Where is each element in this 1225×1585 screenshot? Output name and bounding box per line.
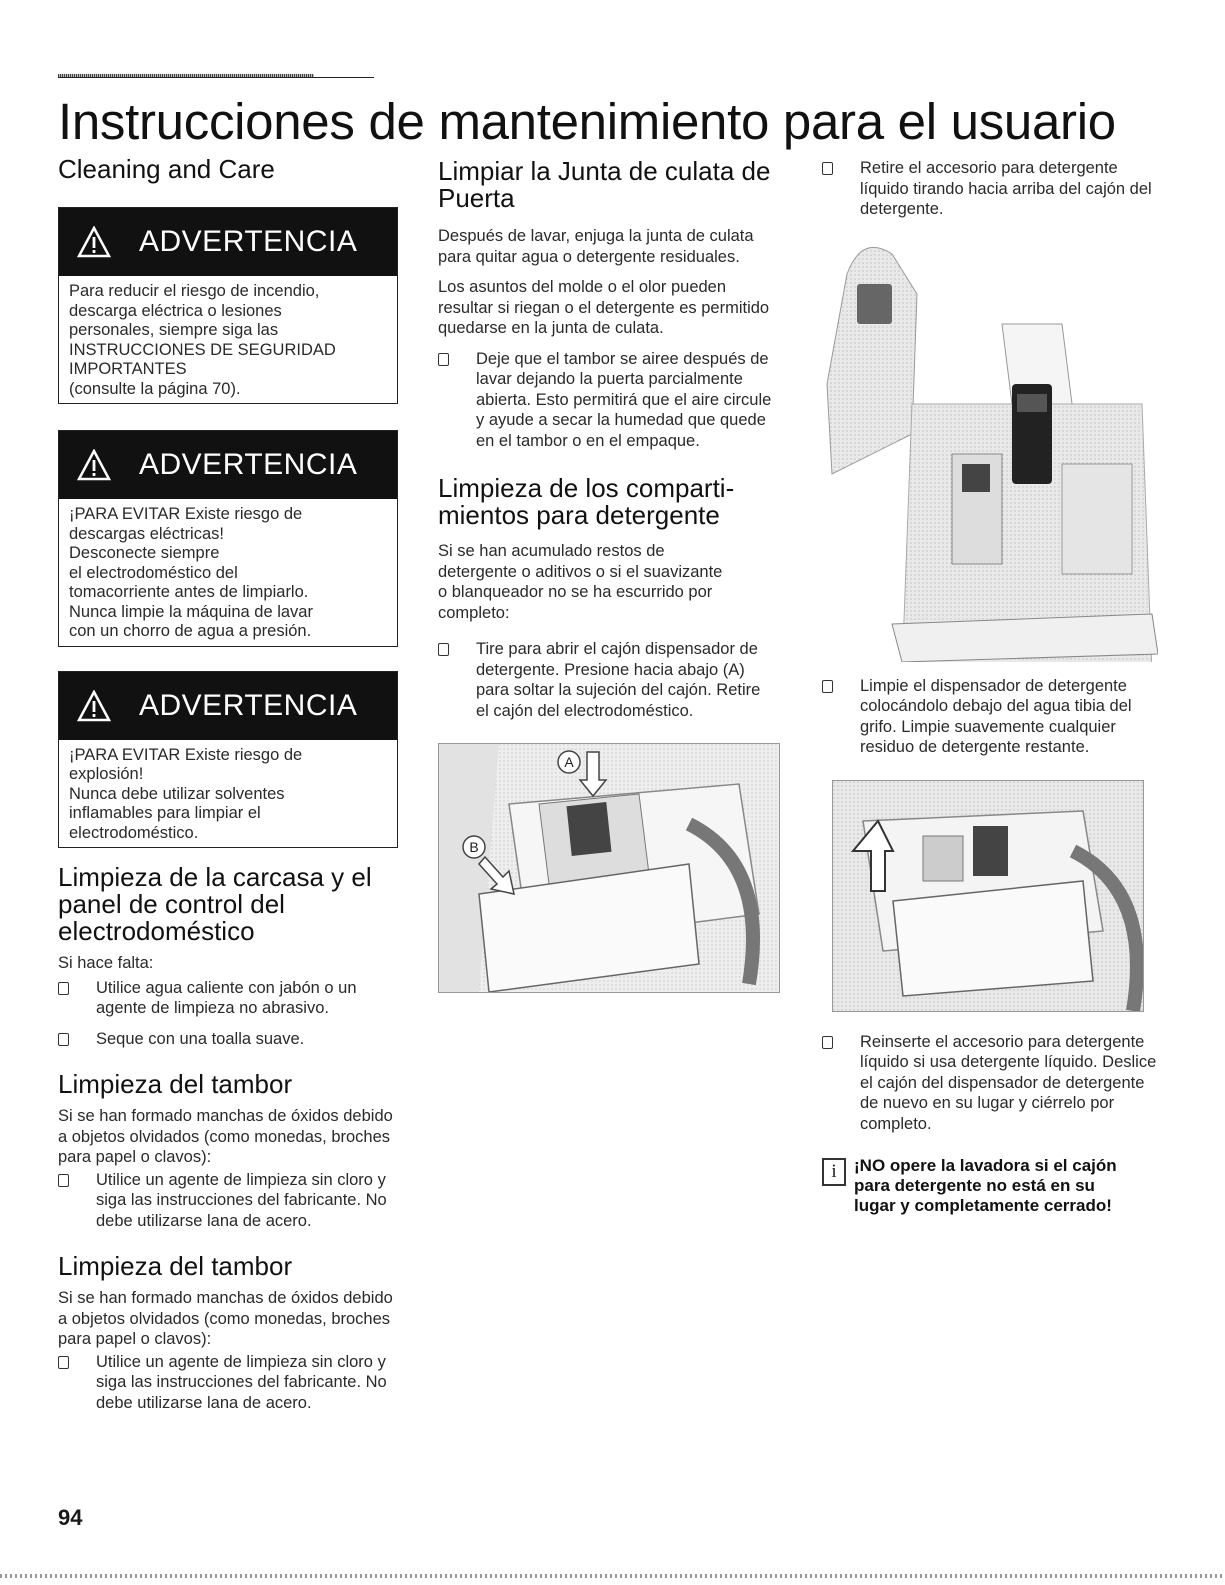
section-title: Cleaning and Care <box>58 154 275 184</box>
junta-heading: Limpiar la Junta de culata de Puerta <box>438 156 771 213</box>
checkbox-icon <box>822 680 833 693</box>
list-item <box>58 1352 398 1414</box>
warning-line: Nunca debe utilizar solventes <box>69 784 285 803</box>
warning-line: electrodoméstico. <box>69 823 199 842</box>
list-item-text: Deje que el tambor se airee después de lavar dejando la puerta parcialmente abierta. Esto permitirá que el aire circule y ayude a secar la humedad que quede en el tambor o en el empaque. <box>476 349 772 450</box>
list-item <box>438 639 776 721</box>
warning-line: Desconecte siempre <box>69 544 220 562</box>
column-middle <box>438 158 783 993</box>
compartimientos-intro: Si se han acumulado restos de detergente o aditivos o si el suavizante o blanqueador no se ha escurrido por completo: <box>438 542 723 622</box>
list-item <box>58 1029 398 1050</box>
tambor-heading: Limpieza del tambor <box>58 1069 293 1099</box>
warning-line: descarga eléctrica o lesiones <box>69 301 282 320</box>
warning-header: ADVERTENCIA <box>139 688 358 722</box>
warning-line: explosión! <box>69 765 144 783</box>
list-item <box>438 349 776 452</box>
warning-box <box>58 207 398 404</box>
list-item-text: Utilice agua caliente con jabón o un agente de limpieza no abrasivo. <box>96 978 357 1017</box>
checkbox-icon <box>58 982 69 995</box>
checkbox-icon <box>58 1174 69 1187</box>
dispenser-cleaning-illustration <box>832 780 1144 1012</box>
label-b: B <box>469 839 479 855</box>
page-number: 94 <box>58 1505 83 1530</box>
info-text: ¡NO opere la lavadora si el cajón para detergente no está en su lugar y completamente cerrado! <box>854 1156 1117 1215</box>
list-item-text: Tire para abrir el cajón dispensador de detergente. Presione hacia abajo (A) para soltar la sujeción del cajón. Retire el cajón del electrodoméstico. <box>476 640 761 720</box>
drawer-illustration-svg <box>439 744 779 992</box>
warning-header: ADVERTENCIA <box>139 448 358 481</box>
list-item <box>58 978 398 1019</box>
list-item <box>822 158 1160 220</box>
warning-line: IMPORTANTES <box>69 360 187 378</box>
list-item-text: Seque con una toalla suave. <box>96 1029 305 1048</box>
warning-line: con un chorro de agua a presión. <box>69 622 312 640</box>
top-rule <box>58 74 374 78</box>
list-item-text: Retire el accesorio para detergente líquido tirando hacia arriba del cajón del detergente. <box>860 159 1152 218</box>
tambor-heading: Limpieza del tambor <box>58 1251 293 1281</box>
warning-line: INSTRUCCIONES DE SEGURIDAD <box>69 340 336 359</box>
warning-icon <box>77 449 111 481</box>
warning-line: ¡PARA EVITAR Existe riesgo de <box>69 745 303 764</box>
drawer-release-illustration <box>438 743 780 993</box>
compartimientos-heading: Limpieza de los comparti-mientos para detergente <box>438 473 735 530</box>
column-right <box>822 158 1167 1216</box>
accessory-illustration-svg <box>822 234 1158 662</box>
list-item <box>58 1170 398 1232</box>
warning-line: tomacorriente antes de limpiarlo. <box>69 583 309 601</box>
checkbox-icon <box>822 162 833 175</box>
carcasa-heading: Limpieza de la carcasa y el panel de control del electrodoméstico <box>58 862 372 946</box>
bottom-rule <box>0 1574 1225 1578</box>
checkbox-icon <box>438 643 449 656</box>
warning-header: ADVERTENCIA <box>139 225 358 258</box>
warning-icon <box>77 690 111 722</box>
column-left <box>58 156 398 1413</box>
warning-line: el electrodoméstico del <box>69 563 238 582</box>
checkbox-icon <box>822 1036 833 1049</box>
liquid-accessory-illustration <box>822 234 1158 662</box>
info-note <box>822 1156 1122 1216</box>
page-title: Instrucciones de mantenimiento para el usuario <box>58 93 1116 150</box>
label-a: A <box>564 754 574 770</box>
list-item-text: Reinserte el accesorio para detergente líquido si usa detergente líquido. Deslice el cajón del dispensador de detergente de nuevo en su lugar y ciérrelo por completo. <box>860 1032 1157 1133</box>
junta-p1: Después de lavar, enjuga la junta de culata para quitar agua o detergente residuales. <box>438 227 754 266</box>
warning-line: inflamables para limpiar el <box>69 804 261 822</box>
dispenser-illustration-svg <box>833 781 1143 1011</box>
warning-line: Nunca limpie la máquina de lavar <box>69 602 313 621</box>
list-item <box>822 1032 1160 1135</box>
checkbox-icon <box>438 353 449 366</box>
list-item <box>822 676 1160 758</box>
warning-box <box>58 430 398 647</box>
list-item-text: Utilice un agente de limpieza sin cloro y siga las instrucciones del fabricante. No debe utilizarse lana de acero. <box>96 1170 387 1230</box>
checkbox-icon <box>58 1033 69 1046</box>
warning-icon <box>77 226 111 258</box>
warning-line: (consulte la página 70). <box>69 379 241 398</box>
warning-line: descargas eléctricas! <box>69 524 224 543</box>
warning-line: personales, siempre siga las <box>69 321 279 339</box>
warning-line: ¡PARA EVITAR Existe riesgo de <box>69 505 303 523</box>
list-item-text: Limpie el dispensador de detergente colocándolo debajo del agua tibia del grifo. Limpie suavemente cualquier residuo de detergente restante. <box>860 676 1132 756</box>
warning-box <box>58 671 398 849</box>
checkbox-icon <box>58 1356 69 1369</box>
warning-line: Para reducir el riesgo de incendio, <box>69 282 320 300</box>
info-icon: i <box>822 1158 846 1186</box>
tambor-intro: Si se han formado manchas de óxidos debido a objetos olvidados (como monedas, broches para papel o clavos): <box>58 1289 393 1348</box>
tambor-intro: Si se han formado manchas de óxidos debido a objetos olvidados (como monedas, broches para papel o clavos): <box>58 1107 393 1166</box>
list-item-text: Utilice un agente de limpieza sin cloro y siga las instrucciones del fabricante. No debe utilizarse lana de acero. <box>96 1352 387 1412</box>
junta-p2: Los asuntos del molde o el olor pueden resultar si riegan o el detergente es permitido quedarse en la junta de culata. <box>438 278 770 337</box>
carcasa-intro: Si hace falta: <box>58 954 154 972</box>
